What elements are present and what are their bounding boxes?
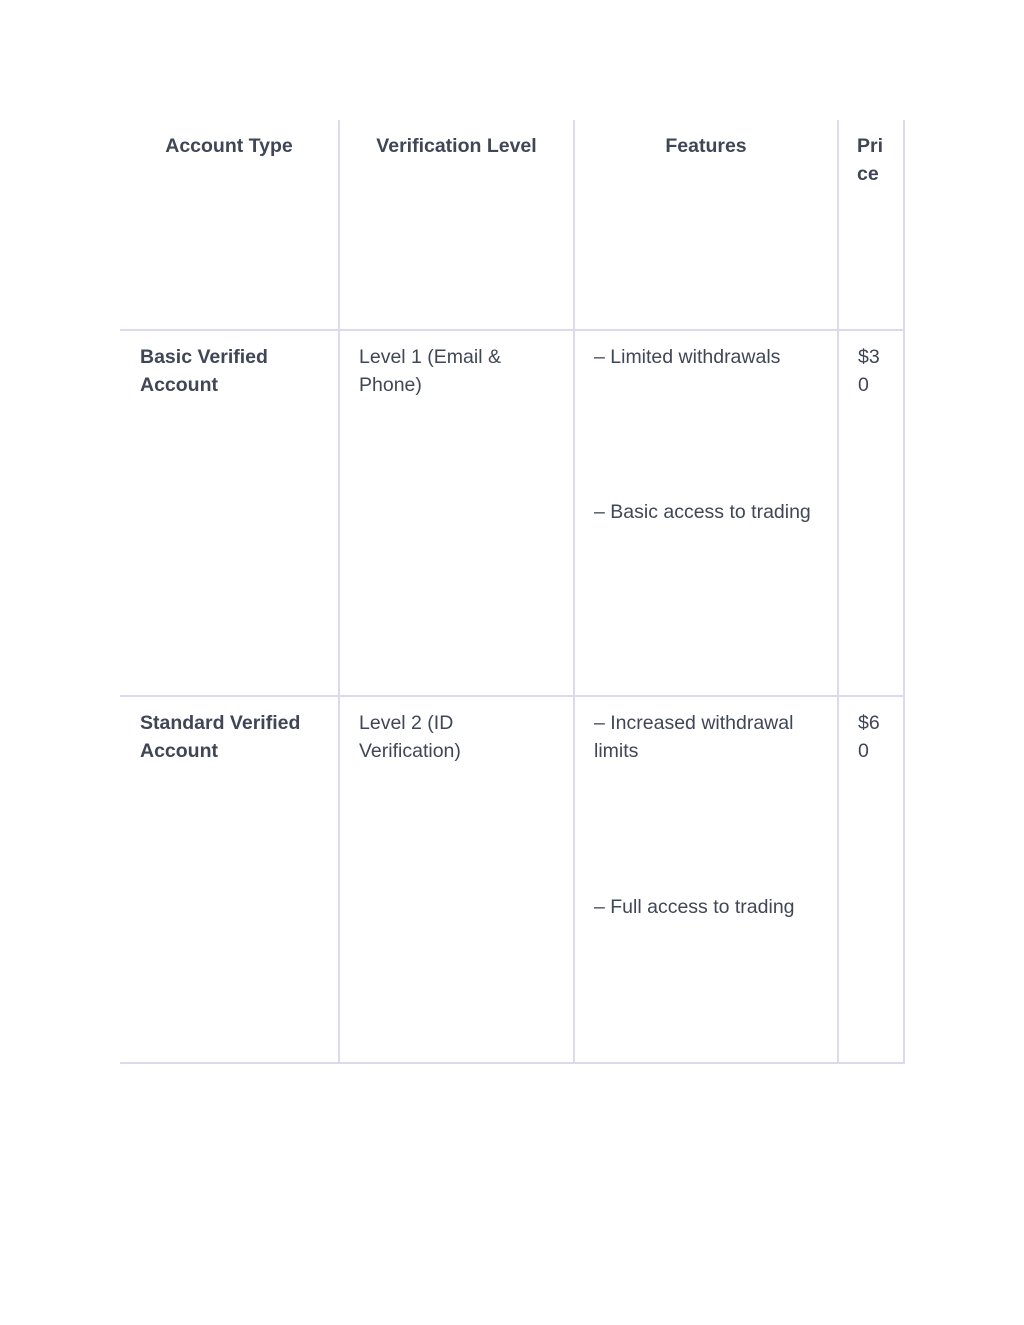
row2-feature-2: – Full access to trading xyxy=(594,896,795,918)
column-divider xyxy=(573,120,575,1064)
row1-feature-2: – Basic access to trading xyxy=(594,501,811,523)
column-divider xyxy=(837,120,839,1064)
row-divider xyxy=(120,695,905,697)
row2-verification-level: Level 2 (ID Verification) xyxy=(359,712,461,762)
row1-verification-level: Level 1 (Email & Phone) xyxy=(359,346,501,396)
row2-feature-1: – Increased withdrawal limits xyxy=(594,712,794,762)
row2-account-type: Standard Verified Account xyxy=(140,712,301,762)
header-verification-level: Verification Level xyxy=(376,135,537,157)
row-divider xyxy=(120,329,905,331)
row1-feature-1: – Limited withdrawals xyxy=(594,346,781,368)
row2-price: $60 xyxy=(858,712,880,762)
table-right-border xyxy=(903,120,905,1064)
row1-price: $30 xyxy=(858,346,880,396)
header-features: Features xyxy=(665,135,747,157)
table-bottom-border xyxy=(120,1062,905,1064)
header-account-type: Account Type xyxy=(165,135,293,157)
header-price: Price xyxy=(857,135,884,185)
account-pricing-table xyxy=(120,120,905,1064)
row1-account-type: Basic Verified Account xyxy=(140,346,268,396)
column-divider xyxy=(338,120,340,1064)
